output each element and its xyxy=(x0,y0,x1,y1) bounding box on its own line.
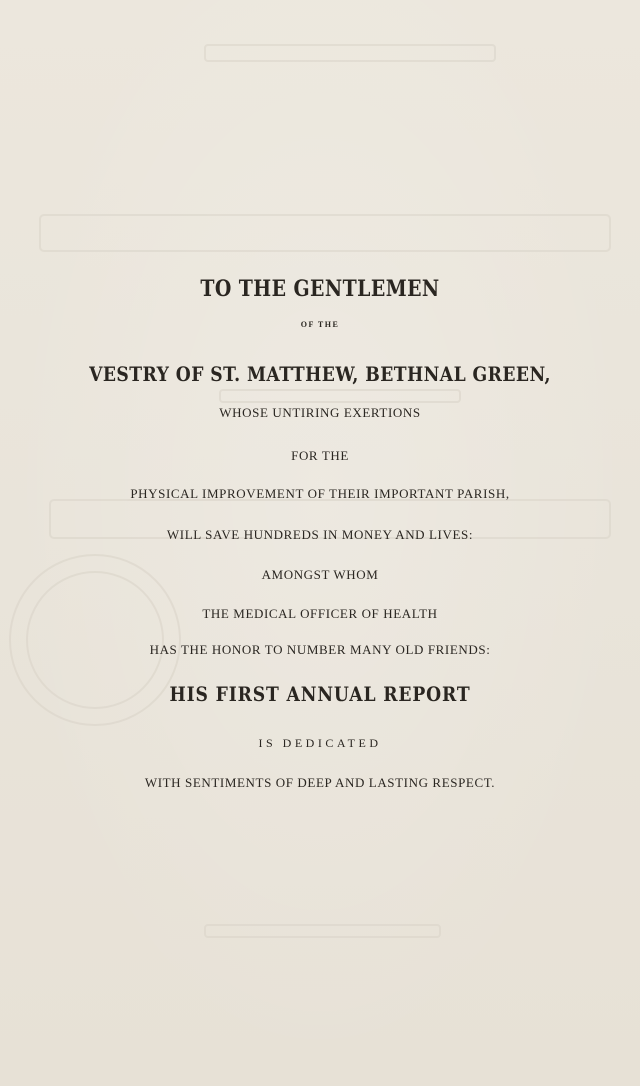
annual-report-line: HIS FIRST ANNUAL REPORT xyxy=(169,682,471,706)
of-the-line: OF THE xyxy=(300,320,340,329)
for-the-line: FOR THE xyxy=(291,448,349,463)
amongst-whom-line: AMONGST WHOM xyxy=(261,567,379,582)
exertions-line: WHOSE UNTIRING EXERTIONS xyxy=(219,405,421,420)
medical-officer-line: THE MEDICAL OFFICER OF HEALTH xyxy=(202,606,438,621)
improvement-line: PHYSICAL IMPROVEMENT OF THEIR IMPORTANT PARISH, xyxy=(130,486,510,501)
sentiments-line: WITH SENTIMENTS OF DEEP AND LASTING RESPECT. xyxy=(144,775,496,790)
save-hundreds-line: WILL SAVE HUNDREDS IN MONEY AND LIVES: xyxy=(166,527,474,542)
dedicated-line: IS DEDICATED xyxy=(258,736,382,750)
honor-line: HAS THE HONOR TO NUMBER MANY OLD FRIENDS: xyxy=(149,642,491,657)
vestry-line: VESTRY OF ST. MATTHEW, BETHNAL GREEN, xyxy=(89,362,551,386)
dedication-heading: TO THE GENTLEMEN xyxy=(200,276,440,302)
